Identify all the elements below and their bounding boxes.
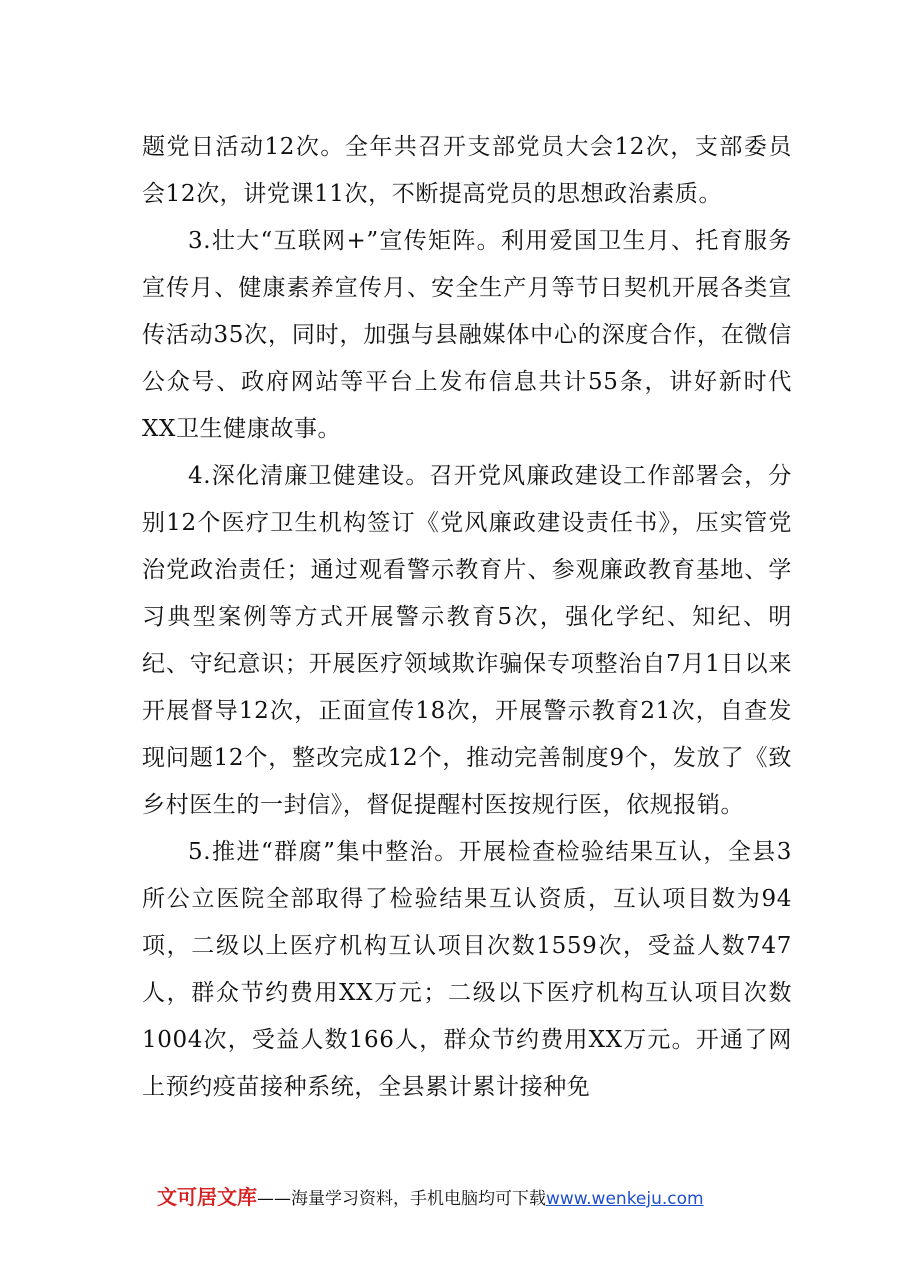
paragraph-2: 3.壮大“互联网+”宣传矩阵。利用爱国卫生月、托育服务宣传月、健康素养宣传月、安全生产月等节日契机开展各类宣传活动35次，同时，加强与县融媒体中心的深度合作，在微信公众号、政府网站等平台上发布信息共计55条，讲好新时代XX卫生健康故事。 <box>142 228 792 442</box>
page-footer <box>157 1182 807 1212</box>
paragraph-3: 4.深化清廉卫健建设。召开党风廉政建设工作部署会，分别12个医疗卫生机构签订《党风廉政建设责任书》，压实管党治党政治责任；通过观看警示教育片、参观廉政教育基地、学习典型案例等方式开展警示教育5次，强化学纪、知纪、明纪、守纪意识；开展医疗领域欺诈骗保专项整治自7月1日以来开展督导12次，正面宣传18次，开展警示教育21次，自查发现问题12个，整改完成12个，推动完善制度9个，发放了《致乡村医生的一封信》，督促提醒村医按规行医，依规报销。 <box>142 463 792 818</box>
paragraph-1: 题党日活动12次。全年共召开支部党员大会12次，支部委员会12次，讲党课11次，不断提高党员的思想政治素质。 <box>142 134 792 207</box>
footer-site-link[interactable]: www.wenkeju.com <box>546 1189 704 1209</box>
paragraph-4: 5.推进“群腐”集中整治。开展检查检验结果互认，全县3所公立医院全部取得了检验结果互认资质，互认项目数为94项，二级以上医疗机构互认项目次数1559次，受益人数747人，群众节约费用XX万元；二级以下医疗机构互认项目次数1004次，受益人数166人，群众节约费用XX万元。开通了网上预约疫苗接种系统，全县累计累计接种免 <box>142 839 792 1100</box>
document-body <box>142 124 792 1111</box>
footer-slogan: ——海量学习资料，手机电脑均可下载 <box>257 1189 546 1209</box>
footer-brand: 文可居文库 <box>157 1185 257 1209</box>
